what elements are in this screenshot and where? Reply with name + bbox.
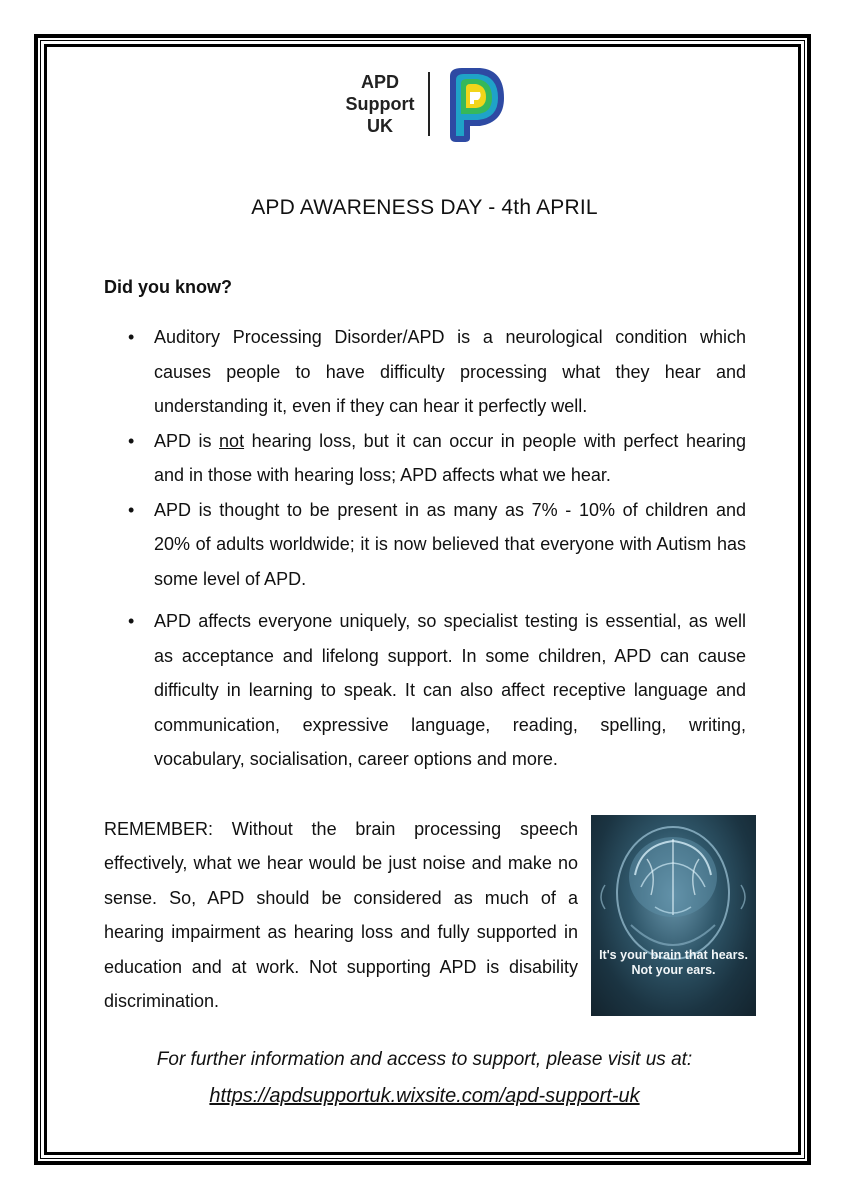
list-item: [126, 493, 746, 597]
bullet-text-after: hearing loss, but it can occur in people with perfect hearing and in those with hearing loss; APD affects what we hear.: [154, 430, 746, 485]
bullet-text: APD is thought to be present in as many as 7% - 10% of children and 20% of adults worldwide; it is now believed that everyone with Autism has some level of APD.: [154, 499, 746, 589]
caption-line-2: Not your ears.: [631, 963, 716, 977]
brain-illustration: [591, 815, 756, 1016]
logo-line-support: Support: [345, 94, 415, 114]
underlined-not: not: [219, 430, 245, 451]
logo-line-uk: UK: [367, 116, 393, 136]
logo-line-apd: APD: [360, 72, 399, 92]
bullet-text: Auditory Processing Disorder/APD is a neurological condition which causes people to have difficulty processing what they hear and understanding it, even if they can hear it perfectly well.: [154, 327, 746, 416]
page-title: APD AWARENESS DAY - 4th APRIL: [251, 196, 598, 219]
logo-wordmark: [340, 71, 420, 137]
bullet-text-before: APD is: [154, 430, 220, 451]
remember-paragraph: REMEMBER: Without the brain processing speech effectively, what we hear would be just noise and make no sense. So, APD should be considered as much of a hearing impairment as hearing loss and fully supported in education and at work. Not supporting APD is disability discrimination.: [104, 819, 578, 1012]
bullet-text: APD affects everyone uniquely, so specialist testing is essential, as well as acceptance and lifelong support. In some children, APD can cause difficulty in learning to speak. It can also affect receptive language and communication, expressive language, reading, spelling, writing, vocabulary, socialisation, career options and more.: [154, 611, 746, 769]
apd-support-uk-logo: [340, 66, 510, 146]
list-item: [126, 604, 746, 777]
brain-image-caption: [591, 948, 756, 978]
logo-divider: [428, 72, 430, 136]
caption-line-1: It's your brain that hears.: [599, 948, 748, 962]
brain-image: [591, 815, 756, 1016]
ear-p-logo-icon: [442, 66, 506, 142]
did-you-know-heading: Did you know?: [104, 277, 232, 297]
list-item: [126, 424, 746, 493]
facts-list: [126, 320, 746, 777]
list-item: [126, 320, 746, 424]
website-link[interactable]: https://apdsupportuk.wixsite.com/apd-support-uk: [209, 1085, 640, 1107]
further-info-text: For further information and access to support, please visit us at:: [156, 1049, 693, 1070]
